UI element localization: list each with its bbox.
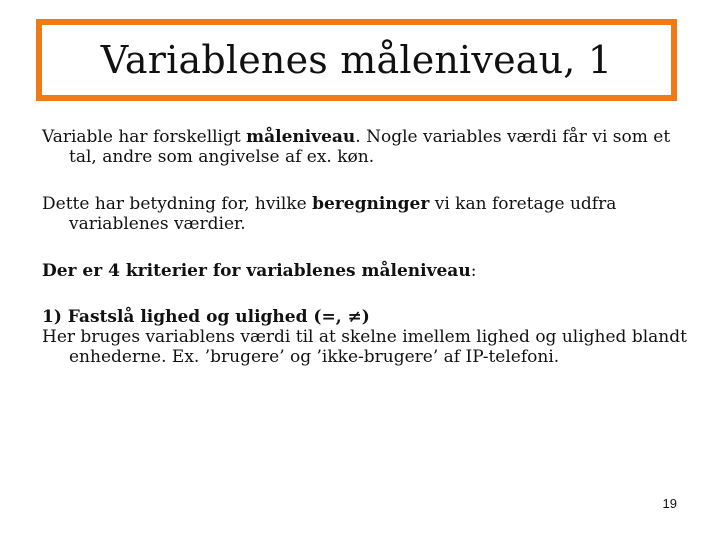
page-number: 19	[662, 496, 677, 511]
criterion-description: Her bruges variablens værdi til at skelne imellem lighed og ulighed blandt enhederne. Ex. ’brugere’ og ’ikke-brugere’ af IP-telefoni.	[42, 327, 687, 367]
paragraph-text: vi kan foretage udfra variablenes værdier.	[69, 194, 617, 234]
paragraph-criteria	[42, 261, 692, 281]
paragraph-text: :	[470, 261, 477, 281]
paragraph-text: Dette har betydning for, hvilke	[42, 194, 313, 214]
slide-body	[42, 127, 692, 367]
title-frame	[36, 19, 677, 101]
criterion-heading-text: 1) Fastslå lighed og ulighed (=, ≠)	[42, 307, 370, 327]
paragraph-criterion-1	[42, 307, 692, 367]
paragraph-text: . Nogle variables værdi får vi som et tal, andre som angivelse af ex. køn.	[69, 127, 671, 167]
paragraph-calculations	[42, 194, 692, 234]
emphasis-maaleniveau: måleniveau	[246, 127, 356, 147]
slide-title: Variablenes måleniveau, 1	[100, 38, 613, 82]
criterion-heading	[42, 307, 692, 327]
emphasis-criteria: Der er 4 kriterier for variablenes måleniveau	[42, 261, 471, 281]
emphasis-beregninger: beregninger	[312, 194, 430, 214]
paragraph-measurement-levels	[42, 127, 692, 167]
paragraph-text: Variable har forskelligt	[42, 127, 247, 147]
